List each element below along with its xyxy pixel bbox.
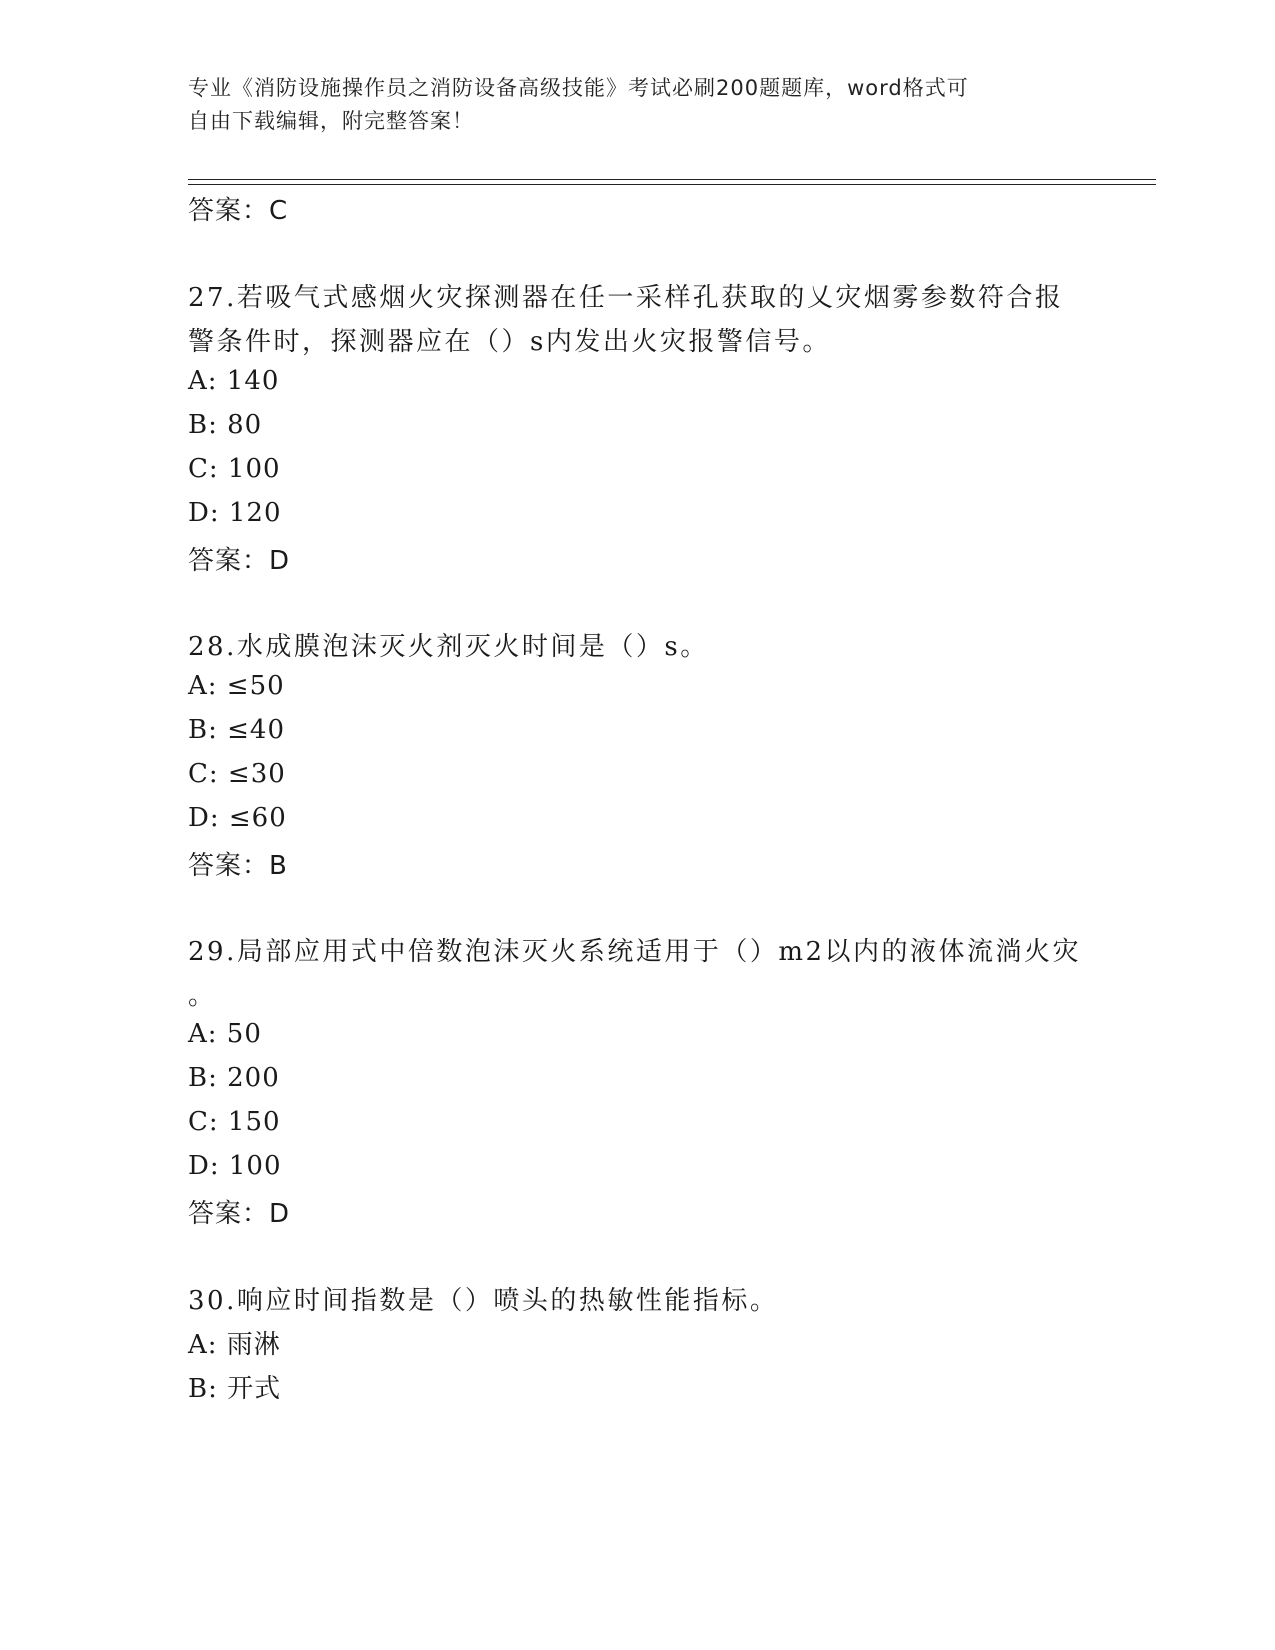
question-27-option-b: B: 80 [188, 410, 263, 440]
question-30-stem-line-1: 30.响应时间指数是（）喷头的热敏性能指标。 [188, 1286, 779, 1316]
question-29-option-a: A: 50 [188, 1019, 262, 1049]
document-header [188, 72, 1068, 138]
question-27-stem-line-2: 警条件时，探测器应在（）s内发出火灾报警信号。 [188, 327, 831, 357]
question-29-option-d: D: 100 [188, 1151, 282, 1181]
question-30-option-a: A: 雨淋 [188, 1330, 281, 1360]
question-28-option-c: C: ≤30 [188, 759, 286, 789]
question-27-answer: 答案：D [188, 546, 291, 576]
question-27-option-a: A: 140 [188, 366, 280, 396]
question-28-answer: 答案：B [188, 851, 288, 881]
question-28-option-a: A: ≤50 [188, 671, 285, 701]
question-29-answer: 答案：D [188, 1199, 291, 1229]
question-28-stem-line-1: 28.水成膜泡沫灭火剂灭火时间是（）s。 [188, 632, 709, 662]
question-28-option-d: D: ≤60 [188, 803, 287, 833]
question-29-stem-line-1: 29.局部应用式中倍数泡沫灭火系统适用于（）m2以内的液体流淌火灾 [188, 937, 1082, 967]
header-line-1: 专业《消防设施操作员之消防设备高级技能》考试必刷200题题库，word格式可 [188, 76, 969, 100]
question-29-option-c: C: 150 [188, 1107, 281, 1137]
previous-answer: 答案：C [188, 196, 289, 226]
question-29-stem-line-2: 。 [188, 981, 217, 1011]
header-divider-top [188, 179, 1156, 180]
question-27-option-d: D: 120 [188, 498, 282, 528]
question-29-option-b: B: 200 [188, 1063, 280, 1093]
question-27-option-c: C: 100 [188, 454, 281, 484]
question-27-stem-line-1: 27.若吸气式感烟火灾探测器在任一采样孔获取的乂灾烟雾参数符合报 [188, 283, 1064, 313]
header-divider-bottom [188, 184, 1156, 185]
header-line-2: 自由下载编辑，附完整答案！ [188, 109, 474, 133]
question-30-option-b: B: 开式 [188, 1374, 282, 1404]
question-28-option-b: B: ≤40 [188, 715, 285, 745]
